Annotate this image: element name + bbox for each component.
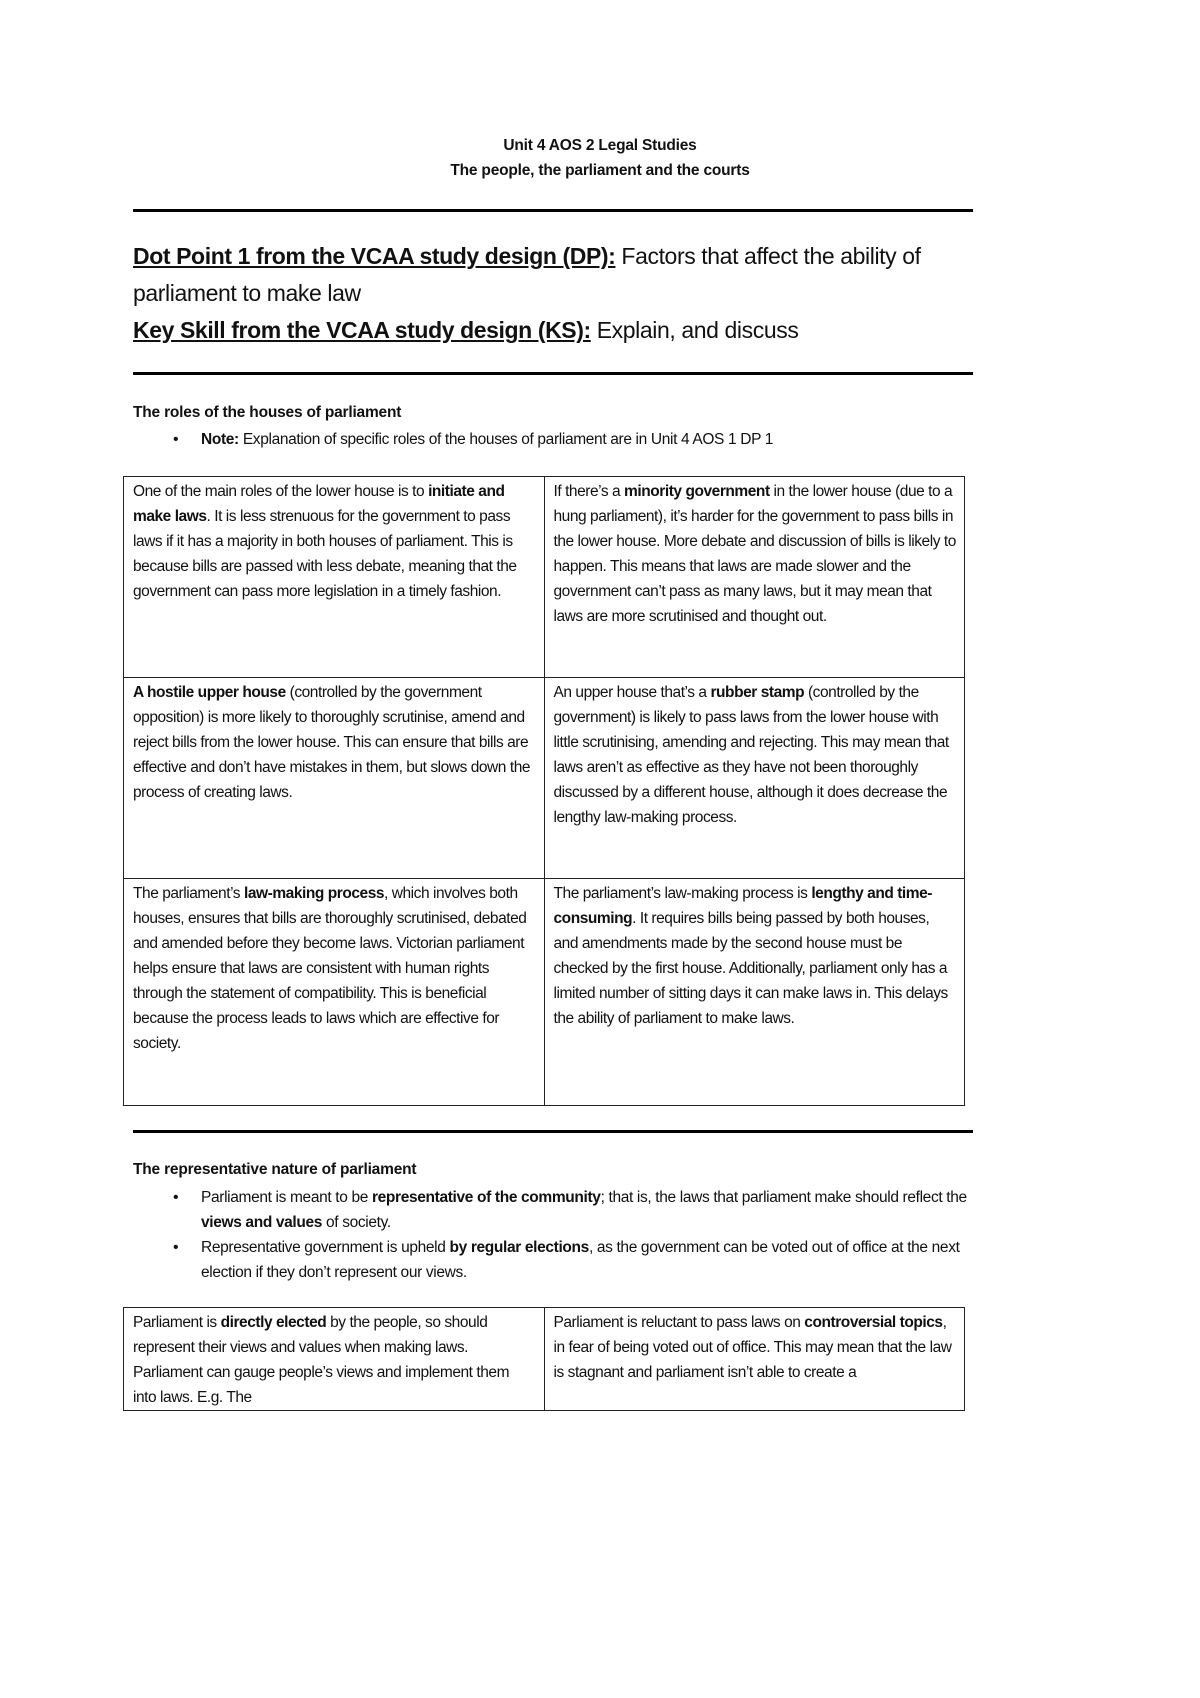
document-title: Unit 4 AOS 2 Legal Studies [503,137,697,154]
text-run: , as the government can be voted out of office at the next election if they don’t represent our views. [201,1239,960,1281]
divider [133,209,973,212]
table-row [124,1308,965,1411]
table-row [124,879,965,1106]
bold-text: by regular elections [449,1239,589,1256]
bullet-item [133,1235,983,1285]
text-run: Representative government is upheld [201,1239,450,1256]
bullet-list [133,1185,983,1285]
key-skill-label: Key Skill from the VCAA study design (KS): [133,317,591,343]
bold-text: lengthy and time-consuming [553,885,932,927]
divider [133,1130,973,1133]
table-cell [544,678,965,879]
table-cell [124,1308,545,1411]
section-heading: The representative nature of parliament [133,1161,417,1178]
divider [133,372,973,375]
comparison-table [123,1307,965,1411]
table-cell [124,879,545,1106]
bold-text: representative of the community [371,1189,601,1206]
text-run: , in fear of being voted out of office. This may mean that the law is stagnant and parliament isn’t able to create a [553,1314,952,1381]
bold-text: A hostile upper house [133,684,286,701]
dot-point-line [133,238,993,312]
bold-text: directly elected [220,1314,327,1331]
bullet-item [133,427,983,452]
text-run: If there’s a [553,483,625,500]
table-cell [124,477,545,678]
text-run: , which involves both houses, ensures that bills are thoroughly scrutinised, debated and amended before they become laws. Victorian parliament helps ensure that laws are consistent with human rights through the statement of compatibility. This is beneficial because the process leads to laws which are effective for society. [133,885,527,1052]
text-run: of society. [322,1214,391,1231]
bullet-item [133,1185,983,1235]
document-subtitle: The people, the parliament and the courts [450,162,750,179]
bold-text: law-making process [243,885,385,902]
table-cell [544,1308,965,1411]
text-run: ; that is, the laws that parliament make should reflect the [600,1189,967,1206]
bold-text: initiate and make laws [133,483,505,525]
table-cell [124,678,545,879]
text-run: The parliament’s law-making process is [553,885,812,902]
table-row [124,477,965,678]
bullet-list [133,427,983,452]
bold-text: views and values [201,1214,323,1231]
text-run: Parliament is meant to be [201,1189,372,1206]
text-run: The parliament’s [133,885,244,902]
text-run: (controlled by the government) is likely to pass laws from the lower house with little scrutinising, amending and rejecting. This may mean that laws aren’t as effective as they have not been thoroughly discussed by a different house, although it does decrease the lengthy law-making process. [553,684,949,826]
table-cell [544,879,965,1106]
bold-text: controversial topics [804,1314,943,1331]
dot-point-label: Dot Point 1 from the VCAA study design (DP): [133,243,616,269]
table-row [124,678,965,879]
bold-text: minority government [624,483,770,500]
section-heading: The roles of the houses of parliament [133,404,402,421]
text-run: in the lower house (due to a hung parliament), it’s harder for the government to pass bills in the lower house. More debate and discussion of bills is likely to happen. This means that laws are made slower and the government can’t pass as many laws, but it may mean that laws are more scrutinised and thought out. [553,483,956,625]
key-skill-text: Explain, and discuss [590,317,799,343]
text-run: An upper house that’s a [553,684,711,701]
text-run: . It requires bills being passed by both houses, and amendments made by the second house must be checked by the first house. Additionally, parliament only has a limited number of sitting days it can make laws in. This delays the ability of parliament to make laws. [553,910,948,1027]
table-cell [544,477,965,678]
dot-point-text: Factors that affect the ability of parliament to make law [133,243,921,306]
dot-point-block [133,238,993,349]
comparison-table [123,476,965,1106]
text-run: Explanation of specific roles of the houses of parliament are in Unit 4 AOS 1 DP 1 [238,431,774,448]
text-run: (controlled by the government opposition) is more likely to thoroughly scrutinise, amend and reject bills from the lower house. This can ensure that bills are effective and don’t have mistakes in them, but slows down the process of creating laws. [133,684,531,801]
text-run: One of the main roles of the lower house is to [133,483,429,500]
bold-text: rubber stamp [710,684,805,701]
text-run: by the people, so should represent their views and values when making laws. Parliament can gauge people’s views and implement them into laws. E.g. The [133,1314,510,1406]
text-run: . It is less strenuous for the government to pass laws if it has a majority in both houses of parliament. This is because bills are passed with less debate, meaning that the government can pass more legislation in a timely fashion. [133,508,517,600]
key-skill-line [133,312,993,349]
text-run: Parliament is reluctant to pass laws on [553,1314,805,1331]
bold-text: Note: [201,431,239,448]
text-run: Parliament is [133,1314,221,1331]
